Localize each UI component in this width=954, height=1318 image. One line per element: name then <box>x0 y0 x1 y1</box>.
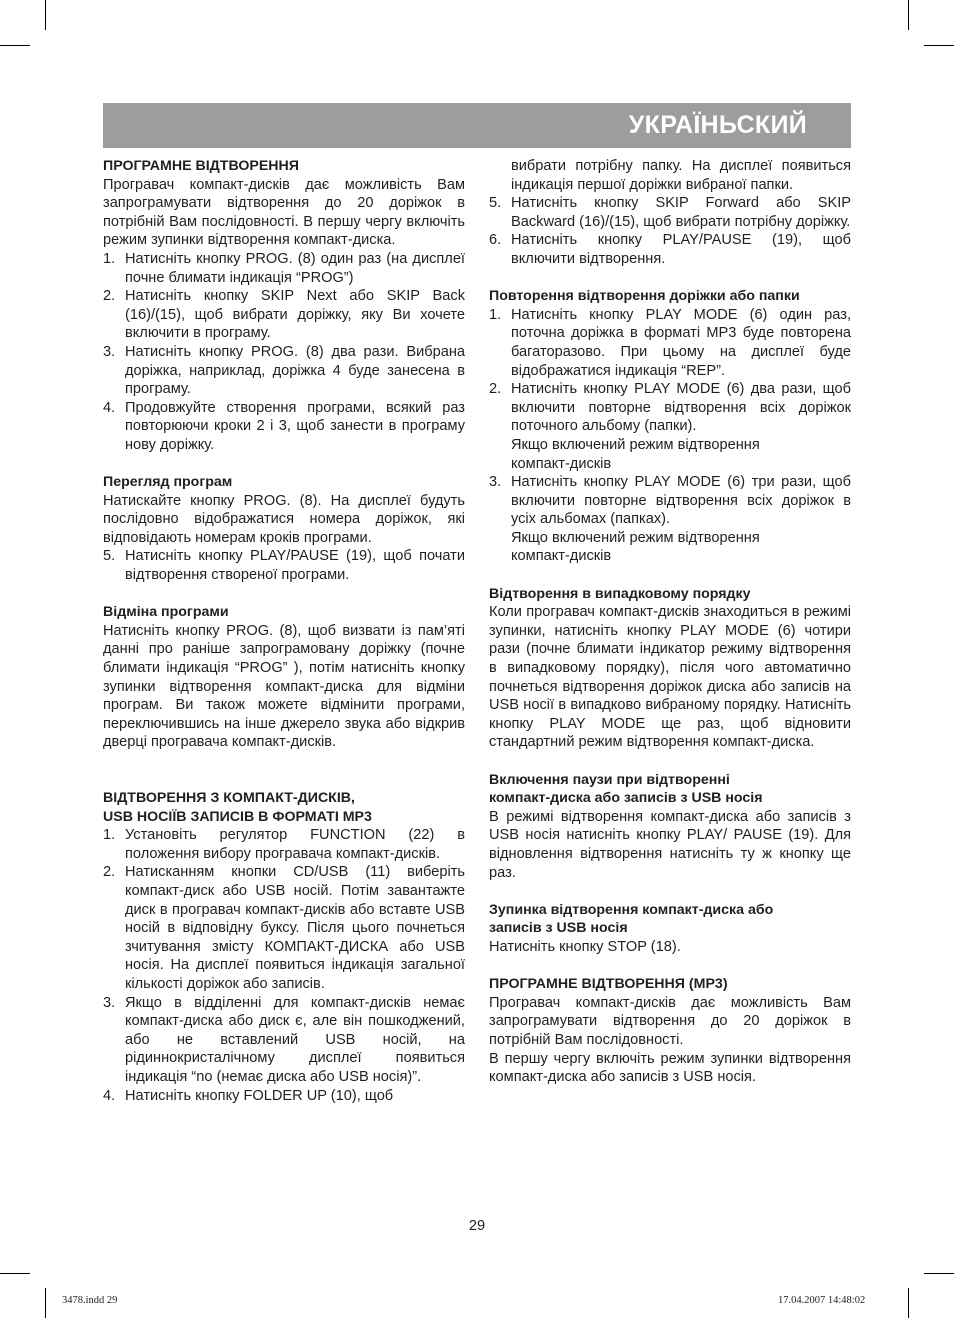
section-title: Перегляд програм <box>103 474 233 491</box>
numbered-list <box>489 194 851 268</box>
slug-date: 17.04.2007 14:48:02 <box>778 1295 866 1306</box>
list-text: Натисніть кнопку PLAY/PAUSE (19), щоб почати відтворення створеної програми. <box>125 548 465 584</box>
list-number: 2. <box>103 288 116 305</box>
paragraph: В режимі відтворення компакт-диска або записів з USB носія натисніть кнопку PLAY/ PAUSE (19). Для відновлення відтворення натисніть ту ж кнопку ще раз. <box>489 808 851 881</box>
paragraph: Програвач компакт-дисків дає можливість Вам запрограмувати відтворення до 20 доріжок в потрібній Вам послідовності. <box>489 994 851 1048</box>
language-banner <box>103 103 851 148</box>
paragraph: Натисніть кнопку STOP (18). <box>489 938 681 955</box>
list-item <box>103 399 465 455</box>
section-title: компакт-диска або записів з USB носія <box>489 790 763 807</box>
section-title: USB НОСІЇВ ЗАПИСІВ В ФОРМАТІ MP3 <box>103 808 372 825</box>
section-title: ПРОГРАМНЕ ВІДТВОРЕННЯ (MP3) <box>489 976 728 993</box>
left-column <box>103 157 465 1105</box>
numbered-list <box>489 306 851 566</box>
paragraph: Коли програвач компакт-дисків знаходиться в режимі зупинки, натисніть кнопку PLAY MODE (6) чотири рази (почне блимати індикатор режиму відтворення в випадковому порядку), після чого автоматично почнеться відтворення доріжок диска або записів на USB носії в випадково вибраному порядку. Натисніть кнопку PLAY MODE ще раз, щоб відновити стандартний режим відтворення компакт-диска. <box>489 604 851 751</box>
list-item <box>103 863 465 993</box>
list-number: 4. <box>103 1087 116 1104</box>
banner-title: УКРАЇНЬСКИЙ <box>628 111 807 139</box>
list-number: 1. <box>103 827 116 844</box>
numbered-list <box>103 547 465 584</box>
list-number: 1. <box>103 250 116 267</box>
paragraph: Натисніть кнопку PROG. (8), щоб визвати із пам’яті данні про раніше запрограмовану доріжку (почне блимати індикація “PROG” ), потім натисніть кнопку зупинки відтворення компакт-диска для відміни програм. Ви також можете відмінити програми, переключившись на інше джерело звука або відкрив дверці програвача компакт-дисків. <box>103 622 465 751</box>
list-text: Натисніть кнопку PLAY/PAUSE (19), щоб включити відтворення. <box>511 232 851 267</box>
list-item <box>103 250 465 287</box>
paragraph: вибрати потрібну папку. На дисплеї появиться індикація першої доріжки вибраної папки. <box>511 158 851 193</box>
list-number: 2. <box>103 864 116 881</box>
list-text: Установіть регулятор FUNCTION (22) в положення вибору програвача компакт-дисків. <box>125 827 465 862</box>
right-column <box>489 157 851 1087</box>
slug-file: 3478.indd 29 <box>62 1295 118 1306</box>
list-number: 5. <box>103 548 116 565</box>
list-item <box>103 826 465 863</box>
crop-mark <box>908 0 909 30</box>
list-item <box>103 343 465 399</box>
list-text: Якщо в відділенні для компакт-дисків немає компакт-диска або диск є, але він пошкоджений, або не вставлений USB носій, на рідиннокристалічному дисплеї появиться індикація “no (немає диска або USB носія)”. <box>125 994 465 1085</box>
section-title: ВІДТВОРЕННЯ З КОМПАКТ-ДИСКІВ, <box>103 790 355 806</box>
section-title: Зупинка відтворення компакт-диска або <box>489 901 774 918</box>
crop-mark <box>0 1273 30 1274</box>
numbered-list <box>103 250 465 455</box>
list-text: Натисніть кнопку PROG. (8) один раз (на дисплеї почне блимати індикація “PROG”) <box>125 250 465 286</box>
list-number: 6. <box>489 232 502 249</box>
list-item: 3. Натисніть кнопку PLAY MODE (6) три рази, щоб включити повторне відтворення всіх доріжок в усіх альбомах (папках). <box>489 474 851 528</box>
paragraph: В першу чергу включіть режим зупинки відтворення компакт-диска або записів з USB носія. <box>489 1050 851 1086</box>
crop-mark <box>45 0 46 30</box>
list-item <box>103 547 465 584</box>
list-text: Натисніть кнопку SKIP Next або SKIP Back (16)/(15), щоб вибрати доріжку, яку Ви хочете включити в програму. <box>125 288 465 342</box>
list-item <box>103 1087 465 1106</box>
paragraph: Програвач компакт-дисків дає можливість Вам запрограмувати відтворення до 20 доріжок в потрібній Вам послідовності. В першу чергу включіть режим зупинки відтворення компакт-диска. <box>103 176 465 249</box>
crop-mark <box>924 1273 954 1274</box>
crop-mark <box>908 1288 909 1318</box>
list-number: 3. <box>103 994 116 1011</box>
list-item <box>489 231 851 268</box>
paragraph: Натискайте кнопку PROG. (8). На дисплеї будуть послідовно відображатися номера доріжок, які відповідають номерам кроків програми. <box>103 492 465 546</box>
list-text: Натисніть кнопку PROG. (8) два рази. Вибрана доріжка, наприклад, доріжка 4 буде занесена в програму. <box>125 343 465 398</box>
section-title: записів з USB носія <box>489 920 628 937</box>
section-title: Відтворення в випадковому порядку <box>489 585 751 602</box>
note: Якщо включений режим відтворення компакт-дисків <box>511 529 760 565</box>
numbered-list <box>103 826 465 1105</box>
list-item <box>103 287 465 343</box>
section-title: Повторення відтворення доріжки або папки <box>489 288 800 305</box>
section-title: Включення паузи при відтворенні <box>489 771 730 788</box>
crop-mark <box>924 45 954 46</box>
list-text: Натисніть кнопку FOLDER UP (10), щоб <box>125 1087 394 1104</box>
section-title: ПРОГРАМНЕ ВІДТВОРЕННЯ <box>103 158 299 174</box>
list-number: 5. <box>489 195 502 212</box>
crop-mark <box>0 45 30 46</box>
list-item: 1. Натисніть кнопку PLAY MODE (6) один раз, поточна доріжка в форматі MP3 буде повторена багаторазово. При цьому на дисплеї буде відображатися індикація “REP”. <box>489 306 851 379</box>
list-number: 3. <box>103 343 116 360</box>
list-text: Натисніть кнопку SKIP Forward або SKIP Backward (16)/(15), щоб вибрати потрібну доріжку. <box>511 195 851 230</box>
list-text: Продовжуйте створення програми, всякий раз повторюючи кроки 2 і 3, щоб занести в програму нову доріжку. <box>125 399 465 453</box>
section-title: Відміна програми <box>103 604 229 621</box>
list-item <box>489 194 851 231</box>
crop-mark <box>45 1288 46 1318</box>
list-text: Натисканням кнопки CD/USB (11) виберіть компакт-диск або USB носій. Потім завантажте диск в програвач компакт-дисків або вставте USB носій в відповідну буксу. Після цього почнеться зчитування змісту КОМПАКТ-ДИСКА або USB носія. На дисплеї появиться індикація загальної кількості доріжок або записів. <box>125 864 465 992</box>
list-item <box>103 994 465 1087</box>
note: Якщо включений режим відтворення компакт-дисків <box>511 436 760 472</box>
page-number: 29 <box>468 1218 486 1234</box>
list-number: 4. <box>103 399 116 416</box>
list-item: 2. Натисніть кнопку PLAY MODE (6) два рази, щоб включити повторне відтворення всіх доріжок поточного альбому (папки). <box>489 381 851 435</box>
